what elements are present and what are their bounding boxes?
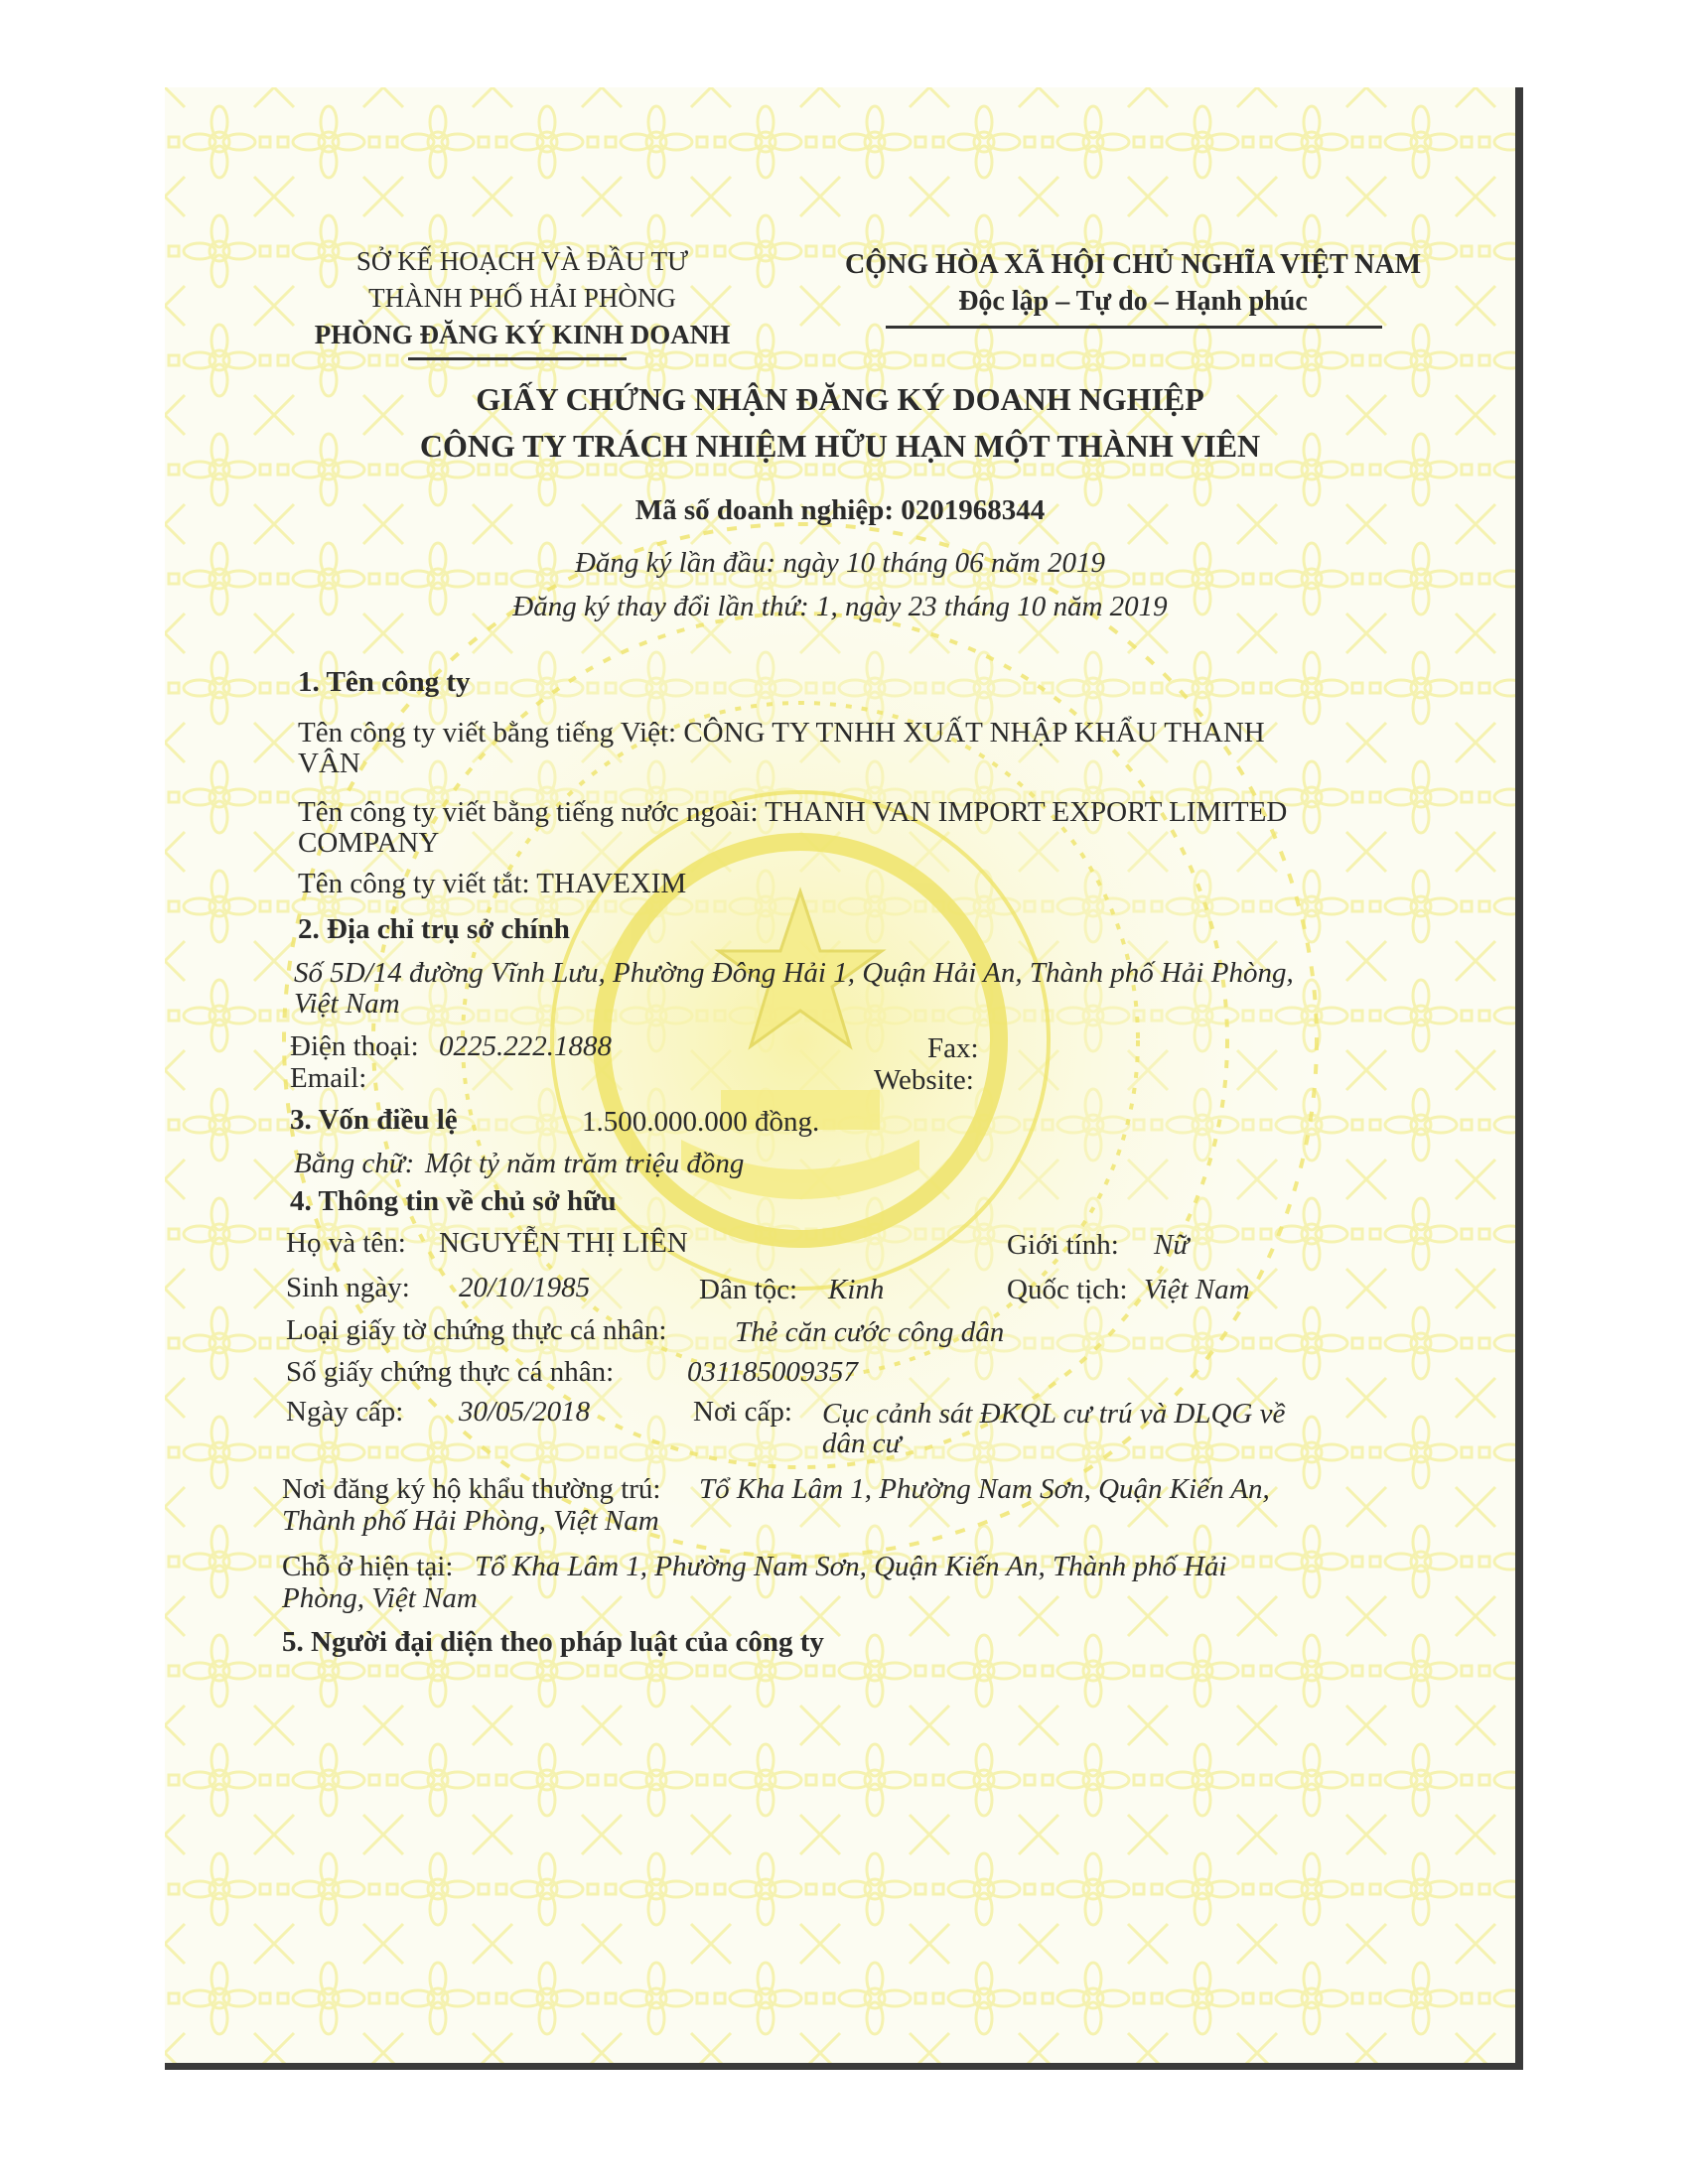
- issue-place-line-2: dân cư: [822, 1428, 902, 1459]
- id-number-label: Số giấy chứng thực cá nhân:: [286, 1356, 615, 1388]
- gender-value: Nữ: [1154, 1229, 1190, 1261]
- email-label: Email:: [290, 1062, 367, 1094]
- capital-words-label: Bằng chữ:: [294, 1148, 415, 1179]
- agency-underline: [408, 357, 627, 360]
- capital-amount: 1.500.000.000 đồng.: [582, 1106, 820, 1138]
- section-1-heading: 1. Tên công ty: [298, 666, 471, 698]
- agency-line-1: SỞ KẾ HOẠCH VÀ ĐẦU TƯ: [355, 246, 689, 276]
- section-5-heading: 5. Người đại diện theo pháp luật của công ty: [282, 1626, 824, 1658]
- dob-label: Sinh ngày:: [286, 1272, 410, 1303]
- current-residence-line-1: Tổ Kha Lâm 1, Phường Nam Sơn, Quận Kiến An, Thành phố Hải: [475, 1551, 1227, 1582]
- certificate-page: [165, 87, 1523, 2070]
- owner-name-value: NGUYỄN THỊ LIÊN: [439, 1227, 688, 1259]
- company-type-title: CÔNG TY TRÁCH NHIỆM HỮU HẠN MỘT THÀNH VIÊN: [419, 428, 1261, 464]
- gender-label: Giới tính:: [1007, 1229, 1119, 1261]
- current-residence-label: Chỗ ở hiện tại:: [282, 1551, 454, 1582]
- enterprise-code: Mã số doanh nghiệp: 0201968344: [634, 494, 1046, 526]
- ethnic-value: Kinh: [828, 1274, 885, 1305]
- id-type-value: Thẻ căn cước công dân: [735, 1316, 1005, 1348]
- address-line-1: Số 5D/14 đường Vĩnh Lưu, Phường Đông Hải 1, Quận Hải An, Thành phố Hải Phòng,: [294, 957, 1294, 989]
- issue-date-value: 30/05/2018: [459, 1396, 591, 1428]
- phone-label: Điện thoại:: [290, 1030, 419, 1062]
- permanent-residence-line-1: Tổ Kha Lâm 1, Phường Nam Sơn, Quận Kiến An,: [699, 1473, 1270, 1505]
- vn-name-line-1: Tên công ty viết bằng tiếng Việt: CÔNG TY TNHH XUẤT NHẬP KHẨU THANH: [298, 717, 1265, 749]
- nationality-label: Quốc tịch:: [1007, 1274, 1128, 1305]
- change-registration: Đăng ký thay đổi lần thứ: 1, ngày 23 tháng 10 năm 2019: [512, 591, 1168, 622]
- capital-words-value: Một tỷ năm trăm triệu đồng: [425, 1148, 745, 1179]
- vn-name-line-2: VÂN: [298, 748, 360, 779]
- first-registration: Đăng ký lần đầu: ngày 10 tháng 06 năm 2019: [574, 547, 1106, 579]
- agency-line-2: THÀNH PHỐ HẢI PHÒNG: [368, 283, 676, 313]
- owner-name-label: Họ và tên:: [286, 1227, 406, 1259]
- ethnic-label: Dân tộc:: [699, 1274, 798, 1305]
- id-number-value: 031185009357: [687, 1356, 858, 1388]
- section-2-heading: 2. Địa chỉ trụ sở chính: [298, 913, 570, 945]
- issue-date-label: Ngày cấp:: [286, 1396, 404, 1428]
- id-type-label: Loại giấy tờ chứng thực cá nhân:: [286, 1314, 667, 1346]
- address-line-2: Việt Nam: [294, 988, 400, 1020]
- section-3-heading: 3. Vốn điều lệ: [290, 1104, 458, 1136]
- national-motto: Độc lập – Tự do – Hạnh phúc: [958, 286, 1308, 317]
- motto-underline: [886, 326, 1382, 329]
- fax-label: Fax:: [927, 1032, 979, 1064]
- phone-value: 0225.222.1888: [439, 1030, 612, 1062]
- issue-place-label: Nơi cấp:: [693, 1396, 792, 1428]
- website-label: Website:: [874, 1064, 974, 1096]
- dob-value: 20/10/1985: [459, 1272, 591, 1303]
- foreign-name-line-2: COMPANY: [298, 827, 440, 859]
- section-4-heading: 4. Thông tin về chủ sở hữu: [290, 1185, 617, 1217]
- certificate-title: GIẤY CHỨNG NHẬN ĐĂNG KÝ DOANH NGHIỆP: [476, 381, 1204, 417]
- short-name: Tên công ty viết tắt: THAVEXIM: [298, 868, 687, 899]
- permanent-residence-line-2: Thành phố Hải Phòng, Việt Nam: [282, 1505, 659, 1537]
- nationality-value: Việt Nam: [1144, 1274, 1250, 1305]
- foreign-name-line-1: Tên công ty viết bằng tiếng nước ngoài: THANH VAN IMPORT EXPORT LIMITED: [298, 796, 1288, 828]
- current-residence-line-2: Phòng, Việt Nam: [282, 1582, 478, 1614]
- country-name: CỘNG HÒA XÃ HỘI CHỦ NGHĨA VIỆT NAM: [844, 249, 1422, 280]
- permanent-residence-label: Nơi đăng ký hộ khẩu thường trú:: [282, 1473, 661, 1505]
- agency-line-3: PHÒNG ĐĂNG KÝ KINH DOANH: [314, 320, 731, 349]
- issue-place-line-1: Cục cảnh sát ĐKQL cư trú và DLQG về: [822, 1398, 1286, 1430]
